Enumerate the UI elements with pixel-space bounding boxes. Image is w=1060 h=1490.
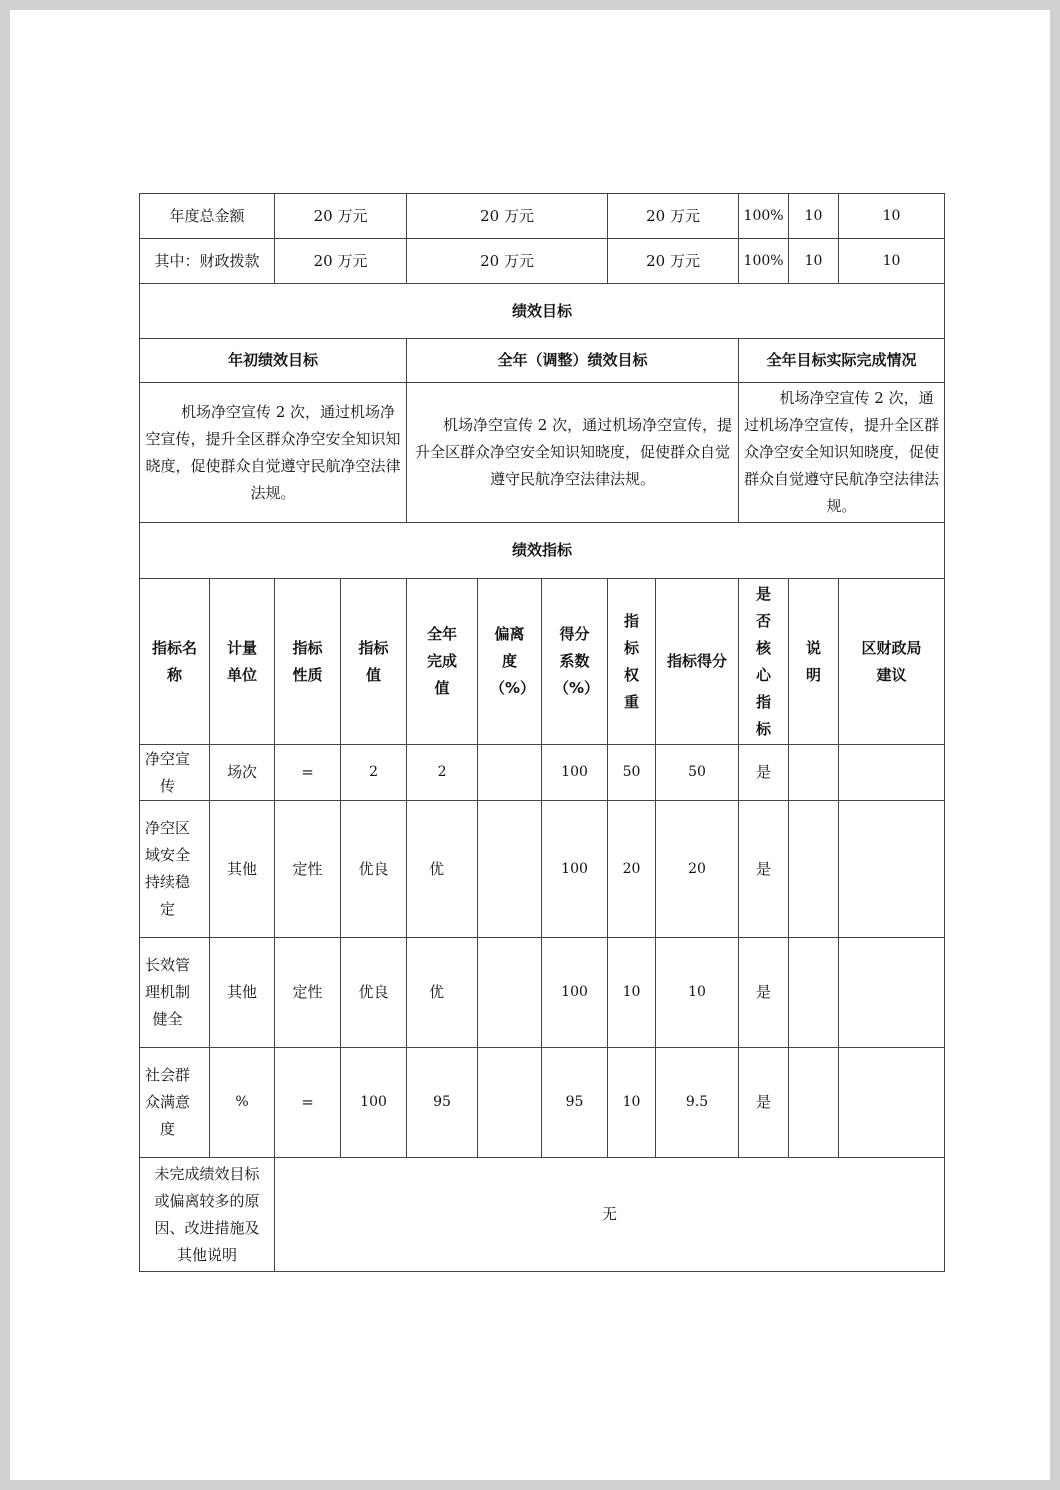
indicator-core: 是	[739, 745, 789, 801]
indicators-section-title: 绩效指标	[140, 523, 945, 579]
funds-executed: 20 万元	[608, 194, 739, 239]
indicator-deviation	[478, 938, 542, 1048]
indicator-weight: 10	[608, 1048, 656, 1158]
indicator-deviation	[478, 1048, 542, 1158]
indicator-score: 20	[656, 801, 739, 938]
performance-table	[139, 193, 945, 1272]
funds-score: 10	[839, 194, 945, 239]
document-page	[10, 10, 1050, 1480]
goal-text-initial: 机场净空宣传 2 次，通过机场净空宣传，提升全区群众净空安全知识知晓度，促使群众自觉遵守民航净空法律法规。	[140, 383, 407, 523]
funds-executed: 20 万元	[608, 239, 739, 284]
indicator-nature: =	[275, 1048, 341, 1158]
funds-budget: 20 万元	[275, 239, 407, 284]
indicator-note	[789, 801, 839, 938]
funds-label: 其中：财政拨款	[140, 239, 275, 284]
indicator-name: 长效管理机制健全	[140, 938, 210, 1048]
funds-rate: 100%	[739, 239, 789, 284]
indicator-core: 是	[739, 1048, 789, 1158]
goal-text-actual: 机场净空宣传 2 次，通过机场净空宣传，提升全区群众净空安全知识知晓度，促使群众自觉遵守民航净空法律法规。	[739, 383, 945, 523]
indicator-advice	[839, 1048, 945, 1158]
indicator-unit: 其他	[210, 801, 275, 938]
indicator-value: 优良	[341, 801, 407, 938]
indicator-coefficient: 100	[542, 938, 608, 1048]
goals-section-title: 绩效目标	[140, 284, 945, 339]
header-indicator-name: 指标名称	[140, 579, 210, 745]
indicator-value: 优良	[341, 938, 407, 1048]
goal-header-actual: 全年目标实际完成情况	[739, 339, 945, 383]
indicator-actual: 2	[407, 745, 478, 801]
indicator-note	[789, 938, 839, 1048]
header-score: 指标得分	[656, 579, 739, 745]
indicator-row	[140, 938, 945, 1048]
indicator-value: 2	[341, 745, 407, 801]
header-core: 是否核心指标	[739, 579, 789, 745]
indicator-score: 9.5	[656, 1048, 739, 1158]
indicator-coefficient: 100	[542, 745, 608, 801]
header-note: 说明	[789, 579, 839, 745]
indicator-name: 社会群众满意度	[140, 1048, 210, 1158]
indicator-score: 10	[656, 938, 739, 1048]
indicator-nature: =	[275, 745, 341, 801]
indicator-score: 50	[656, 745, 739, 801]
funds-weight: 10	[789, 239, 839, 284]
indicator-row	[140, 745, 945, 801]
goal-header-adjusted: 全年（调整）绩效目标	[407, 339, 739, 383]
footer-row	[140, 1158, 945, 1272]
indicator-row	[140, 1048, 945, 1158]
funds-score: 10	[839, 239, 945, 284]
indicator-name: 净空宣传	[140, 745, 210, 801]
indicator-name: 净空区域安全持续稳定	[140, 801, 210, 938]
indicator-core: 是	[739, 938, 789, 1048]
indicator-nature: 定性	[275, 801, 341, 938]
header-weight: 指标权重	[608, 579, 656, 745]
funds-adjusted: 20 万元	[407, 194, 608, 239]
indicator-unit: %	[210, 1048, 275, 1158]
indicator-advice	[839, 745, 945, 801]
indicator-row	[140, 801, 945, 938]
indicator-advice	[839, 801, 945, 938]
header-nature: 指标性质	[275, 579, 341, 745]
header-advice: 区财政局建议	[839, 579, 945, 745]
footer-value: 无	[275, 1158, 945, 1272]
indicator-weight: 50	[608, 745, 656, 801]
indicator-actual: 优	[407, 938, 478, 1048]
indicator-actual: 优	[407, 801, 478, 938]
indicator-core: 是	[739, 801, 789, 938]
funds-budget: 20 万元	[275, 194, 407, 239]
header-coefficient: 得分系数（%）	[542, 579, 608, 745]
indicator-weight: 20	[608, 801, 656, 938]
indicator-coefficient: 100	[542, 801, 608, 938]
goal-text-adjusted: 机场净空宣传 2 次，通过机场净空宣传，提升全区群众净空安全知识知晓度，促使群众自觉遵守民航净空法律法规。	[407, 383, 739, 523]
funds-rate: 100%	[739, 194, 789, 239]
indicator-header-row	[140, 579, 945, 745]
indicator-coefficient: 95	[542, 1048, 608, 1158]
footer-label: 未完成绩效目标或偏离较多的原因、改进措施及其他说明	[140, 1158, 275, 1272]
indicator-weight: 10	[608, 938, 656, 1048]
header-unit: 计量单位	[210, 579, 275, 745]
header-actual: 全年完成值	[407, 579, 478, 745]
goal-header-initial: 年初绩效目标	[140, 339, 407, 383]
indicator-actual: 95	[407, 1048, 478, 1158]
indicator-nature: 定性	[275, 938, 341, 1048]
funds-label: 年度总金额	[140, 194, 275, 239]
funds-weight: 10	[789, 194, 839, 239]
indicator-deviation	[478, 745, 542, 801]
indicator-note	[789, 1048, 839, 1158]
indicator-note	[789, 745, 839, 801]
funds-adjusted: 20 万元	[407, 239, 608, 284]
funds-row	[140, 239, 945, 284]
indicator-value: 100	[341, 1048, 407, 1158]
indicator-deviation	[478, 801, 542, 938]
indicator-unit: 场次	[210, 745, 275, 801]
header-deviation: 偏离度（%）	[478, 579, 542, 745]
funds-row	[140, 194, 945, 239]
indicator-unit: 其他	[210, 938, 275, 1048]
header-value: 指标值	[341, 579, 407, 745]
indicator-advice	[839, 938, 945, 1048]
